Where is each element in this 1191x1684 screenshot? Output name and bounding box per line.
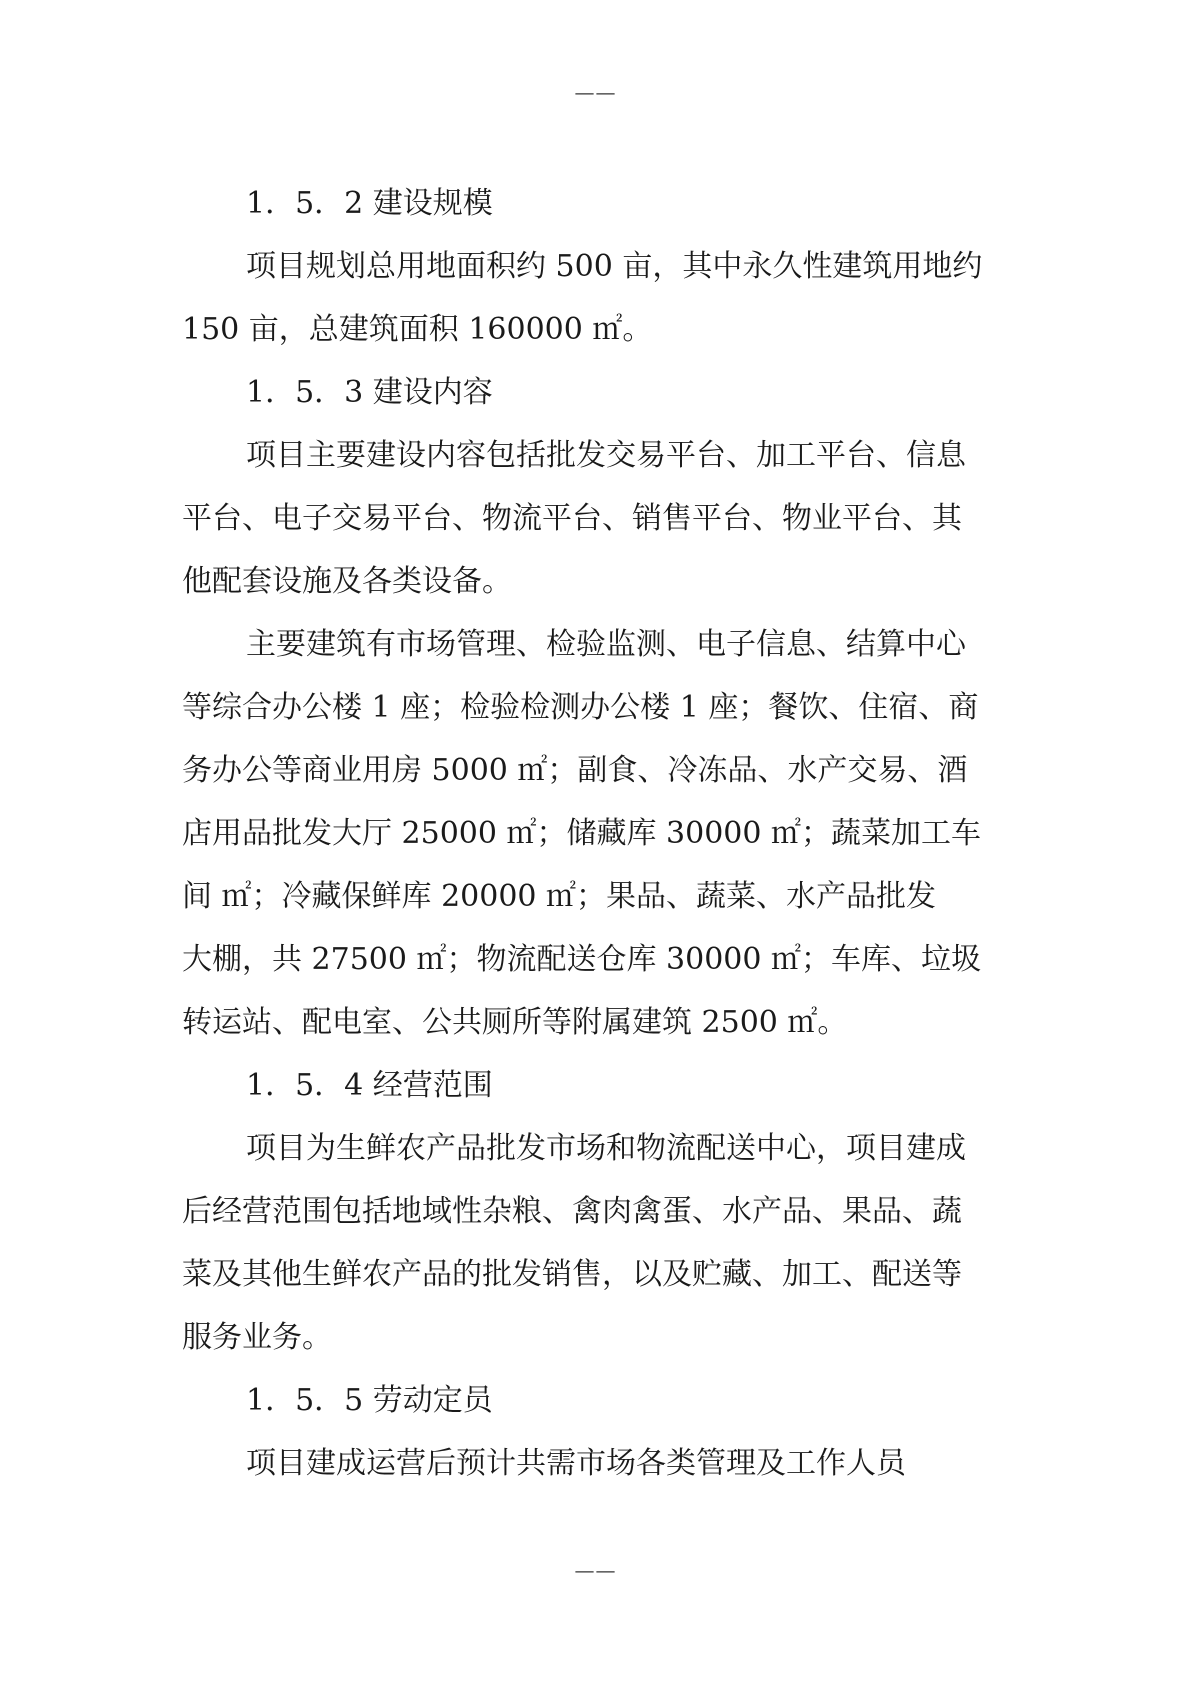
paragraph-line: 他配套设施及各类设备。 — [182, 564, 512, 599]
document-body — [182, 172, 1016, 1495]
page-footer-mark: —— — [574, 1558, 617, 1582]
section-heading-1-5-2: 1．5．2 建设规模 — [246, 186, 493, 221]
paragraph-line: 项目建成运营后预计共需市场各类管理及工作人员 — [246, 1446, 906, 1481]
paragraph-line: 项目规划总用地面积约 500 亩，其中永久性建筑用地约 — [246, 249, 983, 284]
paragraph-line: 项目为生鲜农产品批发市场和物流配送中心，项目建成 — [246, 1131, 966, 1166]
paragraph-line: 项目主要建设内容包括批发交易平台、加工平台、信息 — [246, 438, 966, 473]
page-header-mark: —— — [574, 80, 617, 104]
paragraph-line: 平台、电子交易平台、物流平台、销售平台、物业平台、其 — [182, 501, 962, 536]
paragraph-line: 大棚，共 27500 ㎡；物流配送仓库 30000 ㎡；车库、垃圾 — [182, 942, 982, 977]
paragraph-line: 间 ㎡；冷藏保鲜库 20000 ㎡；果品、蔬菜、水产品批发 — [182, 879, 937, 914]
paragraph-line: 主要建筑有市场管理、检验监测、电子信息、结算中心 — [246, 627, 966, 662]
paragraph-line: 150 亩，总建筑面积 160000 ㎡。 — [182, 312, 653, 347]
paragraph-line: 务办公等商业用房 5000 ㎡；副食、冷冻品、水产交易、酒 — [182, 753, 968, 788]
paragraph-line: 店用品批发大厅 25000 ㎡；储藏库 30000 ㎡；蔬菜加工车 — [182, 816, 982, 851]
paragraph-line: 等综合办公楼 1 座；检验检测办公楼 1 座；餐饮、住宿、商 — [182, 690, 979, 725]
section-heading-1-5-3: 1．5．3 建设内容 — [246, 375, 493, 410]
paragraph-line: 转运站、配电室、公共厕所等附属建筑 2500 ㎡。 — [182, 1005, 848, 1040]
paragraph-line: 菜及其他生鲜农产品的批发销售，以及贮藏、加工、配送等 — [182, 1257, 962, 1292]
paragraph-line: 后经营范围包括地域性杂粮、禽肉禽蛋、水产品、果品、蔬 — [182, 1194, 962, 1229]
section-heading-1-5-4: 1．5．4 经营范围 — [246, 1068, 493, 1103]
paragraph-line: 服务业务。 — [182, 1320, 332, 1355]
section-heading-1-5-5: 1．5．5 劳动定员 — [246, 1383, 493, 1418]
